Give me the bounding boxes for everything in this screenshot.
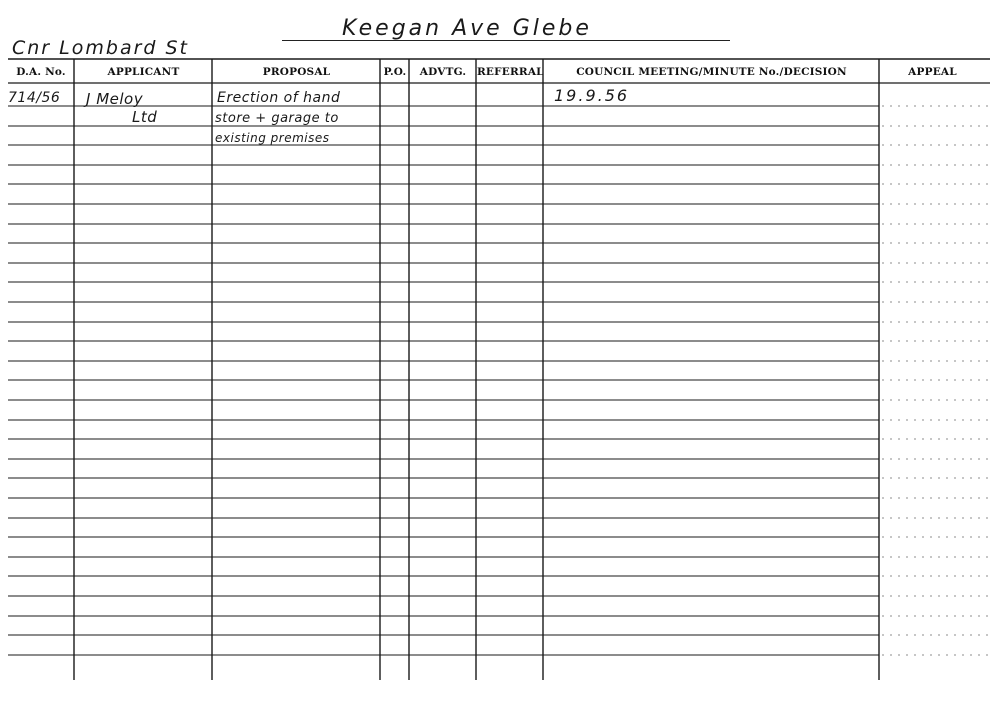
header-appeal: APPEAL (908, 66, 957, 78)
header-po: P.O. (383, 66, 407, 78)
entry-applicant-line-2: Ltd (132, 108, 158, 126)
header-advtg: ADVTG. (419, 66, 467, 78)
header-applicant: APPLICANT (107, 66, 180, 78)
header-council-decision: COUNCIL MEETING/MINUTE No./DECISION (576, 66, 847, 78)
header-referral: REFERRAL (477, 66, 544, 78)
handwritten-street-title: Keegan Ave Glebe (342, 16, 592, 41)
entry-applicant-line-1: J Meloy (86, 90, 144, 108)
entry-proposal-line-3: existing premises (215, 131, 330, 145)
entry-proposal-line-2: store + garage to (215, 111, 339, 126)
handwritten-corner-note: Cnr Lombard St (12, 37, 190, 59)
entry-da-number: 714/56 (8, 90, 61, 106)
header-da-no: D.A. No. (16, 66, 66, 78)
header-proposal: PROPOSAL (262, 66, 331, 78)
entry-council-date: 19.9.56 (554, 86, 630, 105)
entry-proposal-line-1: Erection of hand (217, 90, 341, 106)
